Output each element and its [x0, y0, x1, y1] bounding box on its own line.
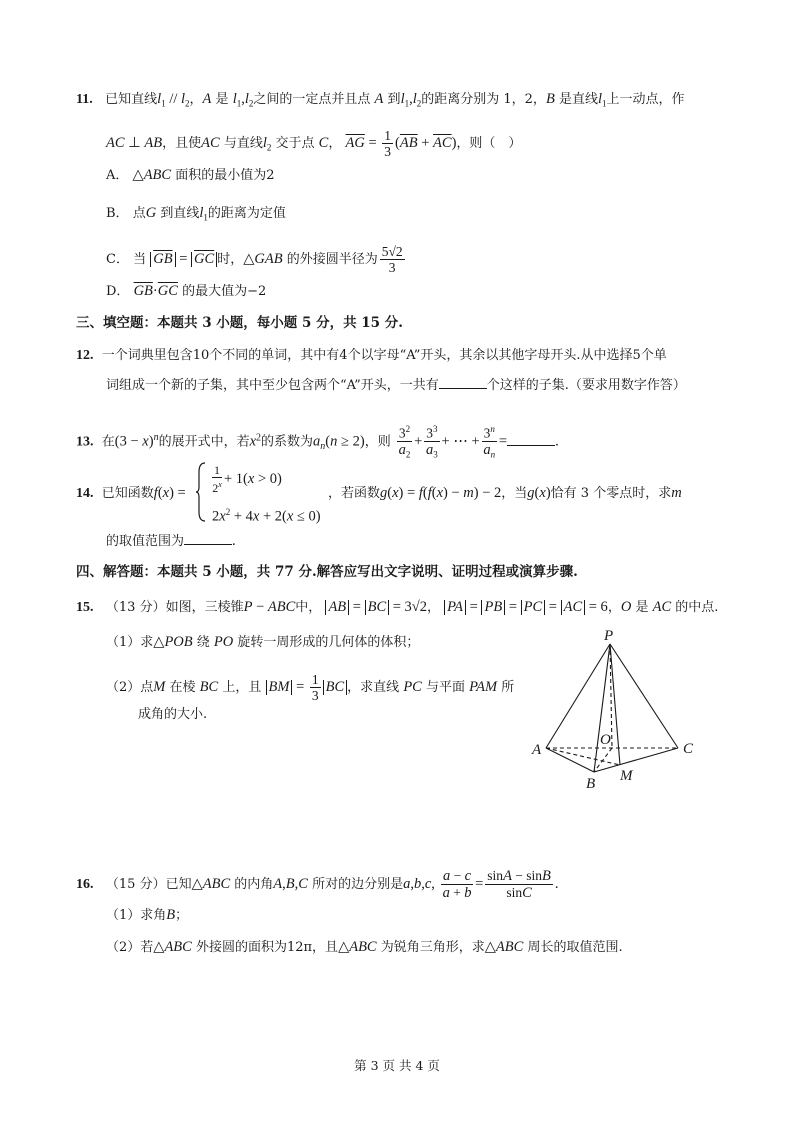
- label-p: P: [604, 628, 614, 644]
- q12-number: 12.: [76, 348, 94, 363]
- option-label: A．: [106, 168, 129, 183]
- q15-part2-line2: 成角的大小.: [138, 707, 208, 722]
- q15-part1: （1）求△POB 绕 PO 旋转一周形成的几何体的体积；: [106, 634, 420, 650]
- edge-pc: [610, 644, 678, 748]
- q14-text: 的取值范围为: [106, 534, 185, 549]
- section-4-title: 四、解答题：本题共 5 小题，共 77 分.解答应写出文字说明、证明过程或演算步骤.: [76, 564, 578, 580]
- q11-text: ，: [328, 136, 342, 151]
- q11-line2: AC ⊥ AB，且使AC 与直线$l_2$ 交于点 C， $\overline{AG}$ = $\frac{1}{3}$ $(\overline{AB} + \overline{AC})$，则（ ）: [106, 128, 522, 159]
- q11-text: 之间的一定点并且点: [253, 92, 371, 107]
- option-text: 面积的最小值为2: [175, 168, 275, 183]
- q12-line1: [76, 347, 667, 365]
- q11-text: ，: [189, 92, 203, 107]
- answer-blank[interactable]: [507, 433, 555, 446]
- label-o: O: [600, 732, 611, 748]
- q16-text: （2）若: [106, 940, 154, 955]
- edge-ab: [546, 748, 594, 772]
- label-c: C: [683, 741, 694, 757]
- q15-part2: （2）点M 在棱 BC 上，且 BM = $\frac{1}{3}$ BC ，求直线 PC 与平面 PAM 所: [106, 672, 515, 703]
- q14-text: 恰有 3 个零点时，求: [550, 486, 672, 501]
- q15-text: ，: [607, 600, 621, 615]
- section-3-title: 三、填空题：本题共 3 小题，每小题 5 分，共 15 分.: [76, 315, 403, 331]
- option-text: 到直线: [160, 206, 200, 221]
- pyramid-figure: [528, 628, 708, 798]
- answer-blank[interactable]: [184, 532, 232, 545]
- label-b: B: [586, 776, 596, 792]
- option-text: 当: [133, 252, 147, 267]
- q16-line1: 16. （15 分）已知△ABC 的内角A,B,C 所对的边分别是a,b,c, $\frac{a - c}{a + b}$ = $\frac{\sin A - \sin B}{\sin C}$ .: [76, 868, 559, 901]
- q16-text: 为锐角三角形，求: [380, 940, 485, 955]
- q15-line1: 15. （13 分）如图，三棱锥P − ABC中， AB = BC = 3√2， PA = PB = PC = AC = 6，O 是 AC 的中点.: [76, 599, 719, 615]
- q14-case2: $2x^2 + 4x + 2(x \le 0)$: [212, 507, 321, 525]
- q15-text: （13 分）如图，三棱锥: [105, 600, 244, 615]
- option-text: 时，: [217, 252, 244, 267]
- label-a: A: [532, 742, 542, 758]
- edge-bc: [594, 748, 678, 772]
- q16-part1: （1）求角B；: [106, 907, 189, 923]
- option-text: 的外接圆半径为: [286, 252, 378, 267]
- q13-text: ，则: [364, 434, 391, 450]
- label-m: M: [620, 768, 633, 784]
- q15-number: 15.: [76, 600, 94, 615]
- option-label: D．: [106, 284, 130, 299]
- q15-text: 旋转一周形成的几何体的体积；: [237, 635, 420, 650]
- q15-text: 的中点.: [675, 600, 719, 615]
- q15-text: 绕: [196, 635, 210, 650]
- q14-number: 14.: [76, 486, 94, 501]
- q11-option-c: C． 当 $\overline{GB} = \overline{GC}$ 时，△GAB 的外接圆半径为 $\frac{5√2}{3}$: [106, 244, 403, 275]
- piecewise-brace: [196, 462, 206, 522]
- q16-text: （15 分）已知: [105, 877, 192, 892]
- option-text: 的最大值为−2: [182, 284, 267, 299]
- q15-text: （2）点: [106, 680, 154, 695]
- q16-text: 所对的边分别是: [312, 877, 404, 892]
- q14-text: 已知函数: [101, 486, 154, 501]
- q15-text: （1）求: [106, 635, 154, 650]
- q14-text: ，当: [501, 486, 528, 501]
- q14-line1-right: ，若函数g(x) = f(f(x) − m) − 2，当g(x)恰有 3 个零点时，求m: [328, 485, 682, 501]
- option-text: 的距离为定值: [207, 206, 286, 221]
- q16-text: （1）求角: [106, 908, 167, 923]
- q15-text: 在棱: [169, 680, 196, 695]
- option-text: 点: [132, 206, 146, 221]
- option-label: C．: [106, 252, 129, 267]
- q15-text: ，: [427, 600, 441, 615]
- q16-text: 的内角: [234, 877, 274, 892]
- q11-text: 交于点: [275, 136, 315, 151]
- q14-text: ，若函数: [328, 486, 381, 501]
- q14-line2: 的取值范围为 .: [106, 533, 236, 549]
- segment-pm: [610, 644, 620, 765]
- q11-text: 到: [387, 92, 401, 107]
- q11-text: 上一动点，作: [606, 92, 685, 107]
- q12-text: 一个词典里包含10个不同的单词，其中有4个以字母“A”开头，其余以其他字母开头.从中选择5个单: [101, 348, 667, 363]
- q16-part2: （2）若△ABC 外接圆的面积为12π，且△ABC 为锐角三角形，求△ABC 周长的取值范围.: [106, 939, 623, 955]
- q16-text: 周长的取值范围.: [527, 940, 623, 955]
- q15-text: 是: [635, 600, 649, 615]
- edge-pb: [594, 644, 610, 772]
- q11-text: 是: [215, 92, 229, 107]
- answer-blank[interactable]: [439, 376, 487, 389]
- q13-line: 13. 在$(3 - x)^n$的展开式中，若$x^2$的系数为$a_n(n \ge 2)$，则 $\frac{3^2}{a_2}$ + $\frac{3^3}{a_3}$ + ⋯ + $\frac{3^n}{a_n}$ = .: [76, 424, 559, 460]
- q11-text: 的距离分别为 1，2，: [421, 92, 546, 107]
- segment-am-hidden: [546, 748, 620, 765]
- q16-text: 外接圆的面积为12π，且: [195, 940, 339, 955]
- q11-line1: 11. 已知直线$l_1 // l_2$，A 是 $l_1,l_2$之间的一定点并且点 A 到$l_1,l_2$的距离分别为 1，2，B 是直线$l_1$上一动点，作: [76, 91, 685, 109]
- q11-text: ，则（ ）: [456, 136, 522, 151]
- q11-option-d: D． $\overline{GB}\cdot\overline{GC}$ 的最大值为−2: [106, 283, 267, 299]
- q11-option-a: A． △ABC 面积的最小值为2: [106, 167, 275, 183]
- q12-text: 词组成一个新的子集，其中至少包含两个“A”开头，一共有: [106, 378, 439, 393]
- q15-text: 中，: [295, 600, 322, 615]
- page-footer: 第 3 页 共 4 页: [354, 1058, 440, 1073]
- q14-line1-left: 14. 已知函数f(x) =: [76, 485, 186, 501]
- q13-number: 13.: [76, 434, 94, 450]
- q15-text: 上，且: [222, 680, 262, 695]
- q15-text: ，求直线: [347, 680, 400, 695]
- q11-text: 与直线: [223, 136, 263, 151]
- q15-text: 与平面: [425, 680, 465, 695]
- q11-text: 已知直线: [105, 92, 158, 107]
- option-label: B．: [106, 206, 129, 221]
- q11-option-b: B． 点G 到直线$l_1$的距离为定值: [106, 205, 286, 223]
- q13-text: 的展开式中，若: [158, 434, 250, 450]
- q11-number: 11.: [76, 92, 93, 107]
- q13-text: 的系数为: [261, 434, 314, 450]
- q15-text: 所: [501, 680, 515, 695]
- q14-case1: $\frac{1}{2^x}$ + 1(x > 0): [212, 463, 282, 495]
- q11-text: ，且使: [162, 136, 202, 151]
- q16-number: 16.: [76, 877, 94, 892]
- q12-line2: [106, 376, 686, 395]
- q11-text: 是直线: [558, 92, 598, 107]
- q13-text: 在: [101, 434, 115, 450]
- q12-text: 个这样的子集.（要求用数字作答）: [486, 378, 686, 393]
